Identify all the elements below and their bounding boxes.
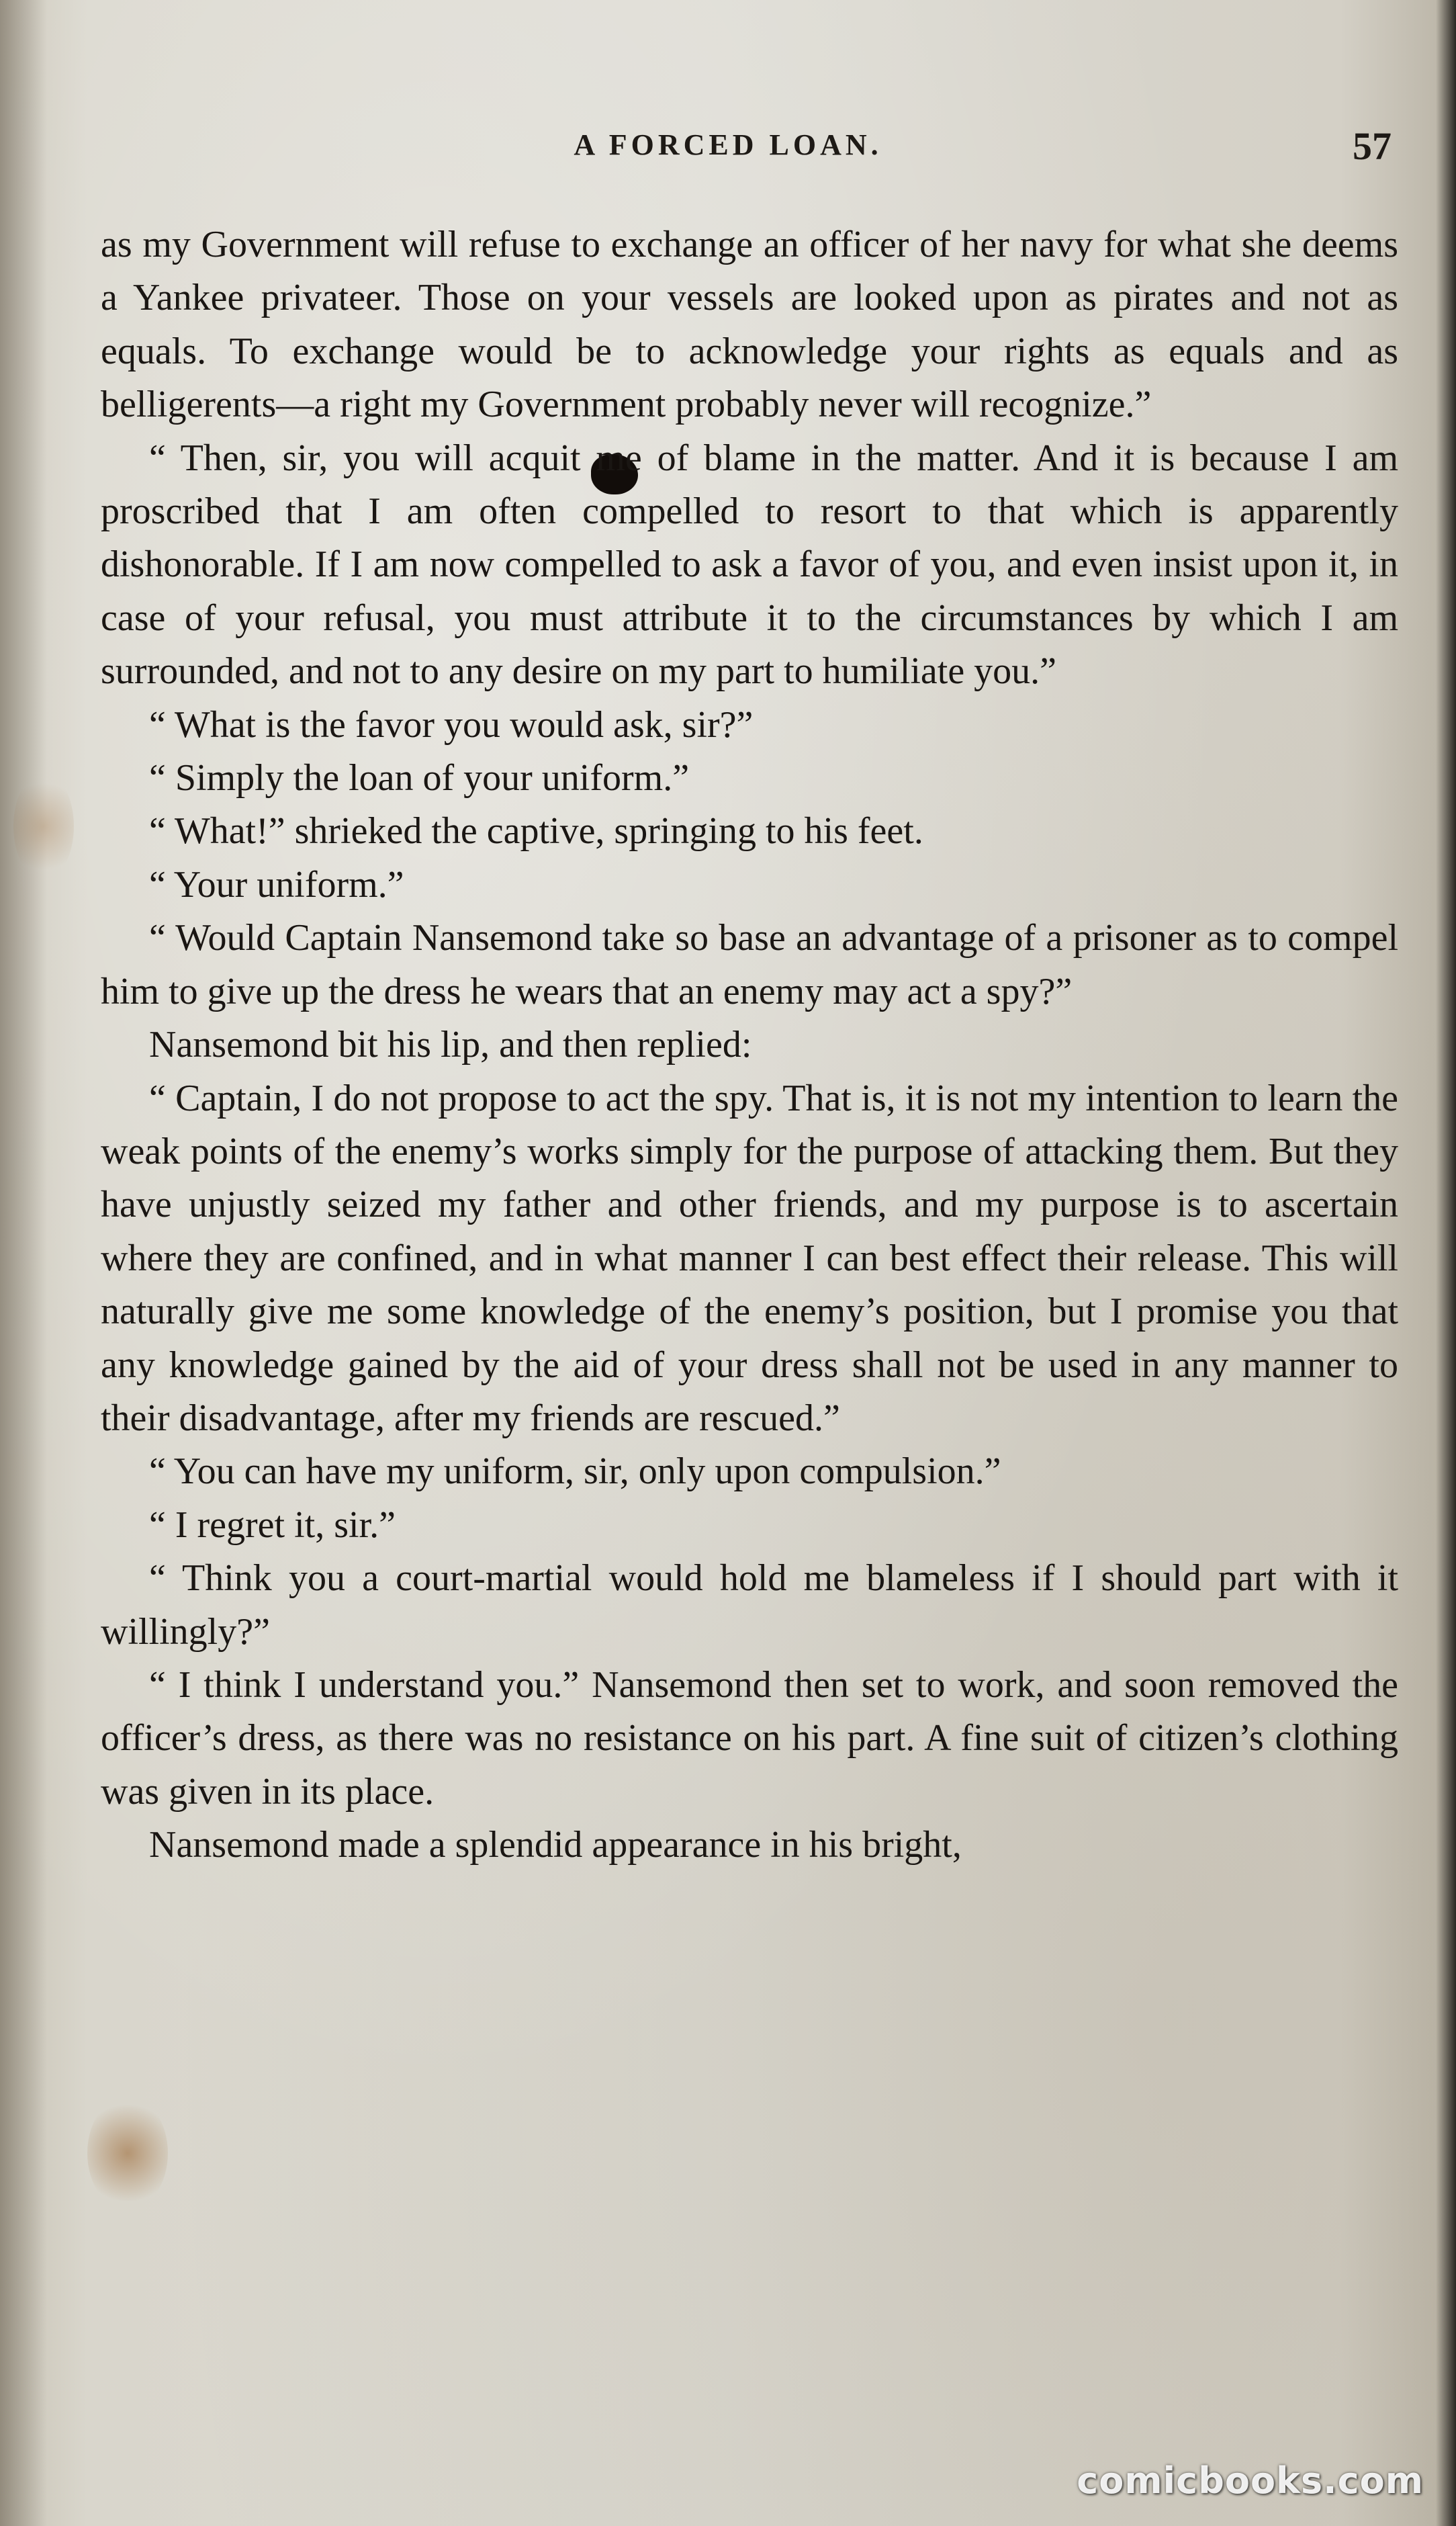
paragraph: Nansemond bit his lip, and then replied: bbox=[149, 1024, 752, 1066]
page-number: 57 bbox=[1353, 124, 1392, 168]
page-gutter-shadow bbox=[0, 0, 47, 2526]
paragraph: “ What is the favor you would ask, sir?” bbox=[149, 703, 754, 746]
paragraph: “ Your uniform.” bbox=[149, 863, 404, 906]
paragraph: “ Then, sir, you will acquit me of blame in the matter. And it is because I am proscribed that I am often compelled to resort to that which is apparently dishonorable. If I am now compelled to ask a favor of you, and even insist upon it, in case of your refusal, you must attribute it to the circumstances by which I am surrounded, and not to any desire on my part to humiliate you.” bbox=[101, 437, 1398, 693]
paragraph: “ Captain, I do not propose to act the spy. That is, it is not my intention to learn the weak points of the enemy’s works simply for the purpose of attacking them. But they have unjustly seized my father and other friends, and my purpose is to ascertain where they are confined, and in what manner I can best effect their release. This will naturally give me some knowledge of the enemy’s position, but I promise you that any knowledge gained by the aid of your dress shall not be used in any manner to their disadvantage, after my friends are rescued.” bbox=[101, 1077, 1398, 1439]
paragraph: “ Simply the loan of your uniform.” bbox=[149, 757, 690, 799]
paragraph: “ What!” shrieked the captive, springing to his feet. bbox=[149, 810, 923, 853]
running-header bbox=[0, 124, 1456, 168]
paragraph: “ You can have my uniform, sir, only upon compulsion.” bbox=[149, 1450, 1001, 1493]
paragraph: as my Government will refuse to exchange an officer of her navy for what she deems a Yankee privateer. Those on your vessels are looked upon as pirates and not as equals. To exchange would be to acknowledge your rights as equals and as belligerents—a right my Government probably never will recognize.” bbox=[101, 224, 1398, 426]
foxing-stain bbox=[13, 773, 74, 880]
running-title: A FORCED LOAN. bbox=[574, 128, 882, 161]
foxing-stain bbox=[87, 2096, 168, 2210]
paragraph: “ I regret it, sir.” bbox=[149, 1504, 396, 1546]
paragraph: “ I think I understand you.” Nansemond then set to work, and soon removed the officer’s dress, as there was no resistance on his part. A fine suit of citizen’s clothing was given in its place. bbox=[101, 1663, 1398, 1813]
watermark: comicbooks.com bbox=[1077, 2459, 1424, 2502]
page-edge-shadow bbox=[1436, 0, 1456, 2526]
paragraph: “ Think you a court-martial would hold me blameless if I should part with it willingly?” bbox=[101, 1557, 1398, 1653]
paragraph: Nansemond made a splendid appearance in his bright, bbox=[149, 1824, 962, 1866]
body-text bbox=[101, 218, 1398, 1872]
paragraph: “ Would Captain Nansemond take so base an advantage of a prisoner as to compel him to give up the dress he wears that an enemy may act a spy?” bbox=[101, 917, 1398, 1012]
